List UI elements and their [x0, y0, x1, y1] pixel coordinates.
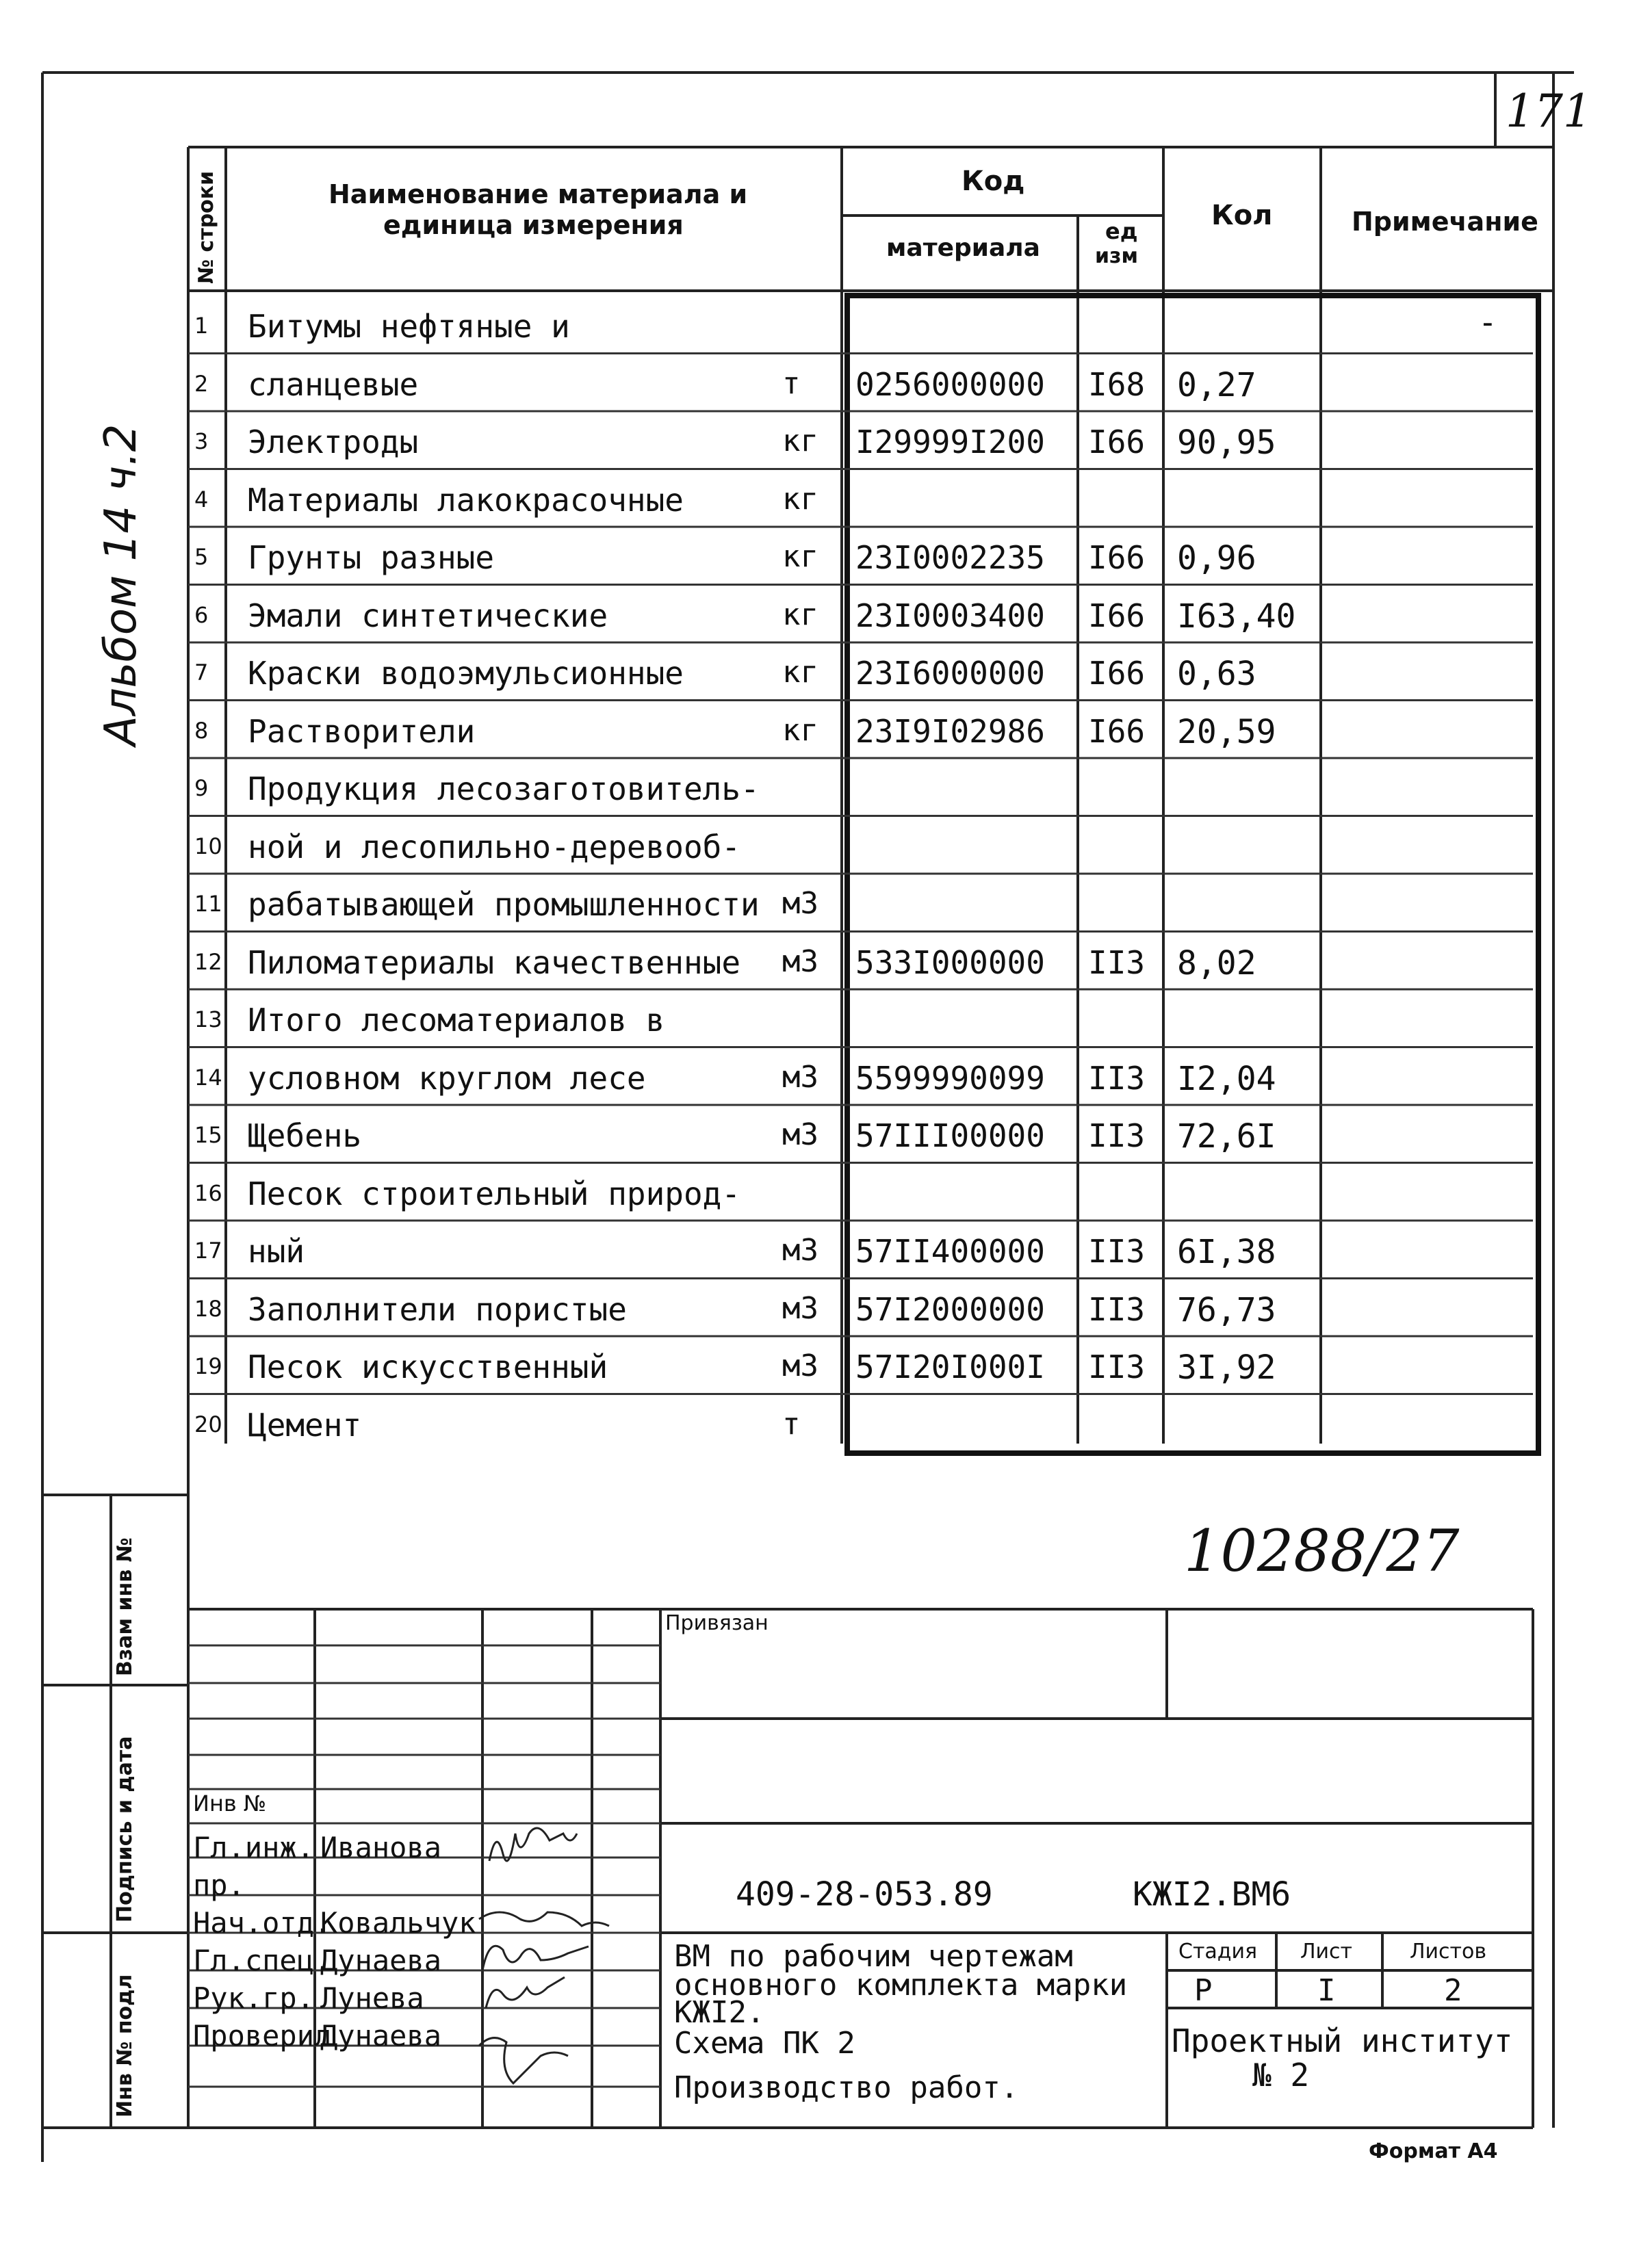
- header-name-line1: Наименование материала и: [328, 179, 748, 209]
- sheet-label: Лист: [1300, 1940, 1353, 1964]
- row-number: 19: [194, 1353, 222, 1379]
- header-row-no: № строки: [194, 170, 218, 284]
- album-note: Альбом 14 ч.2: [96, 423, 146, 746]
- material-name: рабатывающей промышленности: [248, 886, 760, 923]
- signer-role: пр.: [193, 1868, 245, 1902]
- material-name: ной и лесопильно-деревооб-: [248, 828, 741, 865]
- unit-code: I66: [1088, 597, 1146, 634]
- unit-code: I66: [1088, 539, 1146, 576]
- material-code: 23I0003400: [855, 597, 1045, 634]
- material-name: условном круглом лесе: [248, 1059, 646, 1097]
- material-name: сланцевые: [248, 365, 419, 403]
- unit: кг: [782, 712, 818, 748]
- row-number: 3: [194, 428, 209, 454]
- stage-label: Стадия: [1178, 1940, 1258, 1964]
- quantity: 72,6I: [1177, 1117, 1276, 1156]
- row-number: 17: [194, 1238, 222, 1264]
- row-number: 6: [194, 601, 209, 628]
- unit: т: [782, 1406, 801, 1442]
- header-unit-code-2: изм: [1095, 244, 1138, 268]
- quantity: 76,73: [1177, 1290, 1276, 1329]
- unit: м3: [782, 1290, 818, 1326]
- material-name: Итого лесоматериалов в: [248, 1002, 665, 1039]
- material-code: 57I20I000I: [855, 1348, 1045, 1385]
- unit-code: I66: [1088, 423, 1146, 460]
- quantity: I63,40: [1177, 597, 1296, 636]
- material-name: Песок искусственный: [248, 1348, 608, 1385]
- unit: м3: [782, 1233, 818, 1268]
- unit-code: I68: [1088, 365, 1146, 403]
- row-number: 10: [194, 833, 222, 859]
- row-number: 5: [194, 544, 209, 570]
- row-number: 2: [194, 370, 209, 397]
- signer-name: Дунаева: [320, 1944, 442, 1977]
- quantity: 0,63: [1177, 655, 1256, 693]
- signer-name: Ковальчук: [320, 1906, 476, 1940]
- header-qty: Кол: [1211, 200, 1273, 231]
- unit: м3: [782, 943, 818, 979]
- signer-role: Нач.отд.: [193, 1906, 332, 1940]
- signer-name: Иванова: [320, 1831, 442, 1864]
- page-number: 171: [1506, 85, 1592, 138]
- quantity: 90,95: [1177, 423, 1276, 462]
- unit: т: [782, 365, 801, 401]
- material-code: 23I0002235: [855, 539, 1045, 576]
- signer-role: Рук.гр.: [193, 1981, 315, 2015]
- material-code: I29999I200: [855, 423, 1045, 460]
- unit: кг: [782, 481, 818, 517]
- header-note: Примечание: [1352, 207, 1538, 237]
- material-name: Растворители: [248, 712, 476, 750]
- material-name: Цемент: [248, 1406, 362, 1444]
- material-code: 57III00000: [855, 1117, 1045, 1154]
- row-number: 20: [194, 1411, 222, 1437]
- org-line-1: Проектный институт: [1172, 2022, 1513, 2059]
- row-number: 11: [194, 891, 222, 917]
- signer-name: Дунаева: [320, 2019, 442, 2052]
- signer-role: Проверил: [193, 2019, 332, 2052]
- material-code: 0256000000: [855, 365, 1045, 403]
- row-number: 18: [194, 1295, 222, 1322]
- material-code: 5599990099: [855, 1059, 1045, 1097]
- row-number: 12: [194, 948, 222, 975]
- row-number: 4: [194, 486, 209, 512]
- quantity: 8,02: [1177, 943, 1256, 982]
- quantity: 3I,92: [1177, 1348, 1276, 1387]
- row-number: 15: [194, 1122, 222, 1148]
- row-number: 8: [194, 717, 209, 744]
- material-name: Материалы лакокрасочные: [248, 481, 684, 519]
- row-number: 7: [194, 660, 209, 686]
- material-name: Грунты разные: [248, 539, 495, 576]
- material-name: Заполнители пористые: [248, 1290, 627, 1328]
- inv-no-label: Инв №: [193, 1790, 267, 1816]
- header-code: Код: [962, 166, 1025, 197]
- unit-code: II3: [1088, 1117, 1146, 1154]
- row-number: 14: [194, 1064, 222, 1091]
- row-number: 13: [194, 1006, 222, 1032]
- material-name: Краски водоэмульсионные: [248, 655, 684, 692]
- unit: м3: [782, 1117, 818, 1152]
- sheets-value: 2: [1444, 1973, 1462, 2008]
- unit: м3: [782, 886, 818, 921]
- material-code: 23I9I02986: [855, 712, 1045, 750]
- quantity: I2,04: [1177, 1059, 1276, 1098]
- quantity: 6I,38: [1177, 1233, 1276, 1271]
- quantity: 20,59: [1177, 712, 1276, 751]
- title-line-4: Схема ПК 2: [674, 2026, 855, 2061]
- doc-number: 409-28-053.89: [736, 1875, 993, 1914]
- unit: кг: [782, 597, 818, 632]
- header-material-code: материала: [886, 234, 1040, 262]
- unit-code: II3: [1088, 943, 1146, 981]
- sheet-value: I: [1317, 1973, 1336, 2008]
- row-number: 9: [194, 775, 209, 801]
- unit-code: II3: [1088, 1290, 1146, 1328]
- material-name: ный: [248, 1233, 305, 1270]
- material-name: Щебень: [248, 1117, 362, 1154]
- doc-code: КЖI2.ВМ6: [1133, 1875, 1291, 1914]
- side-label-vzam: Взам инв №: [113, 1537, 137, 1676]
- unit: м3: [782, 1348, 818, 1383]
- signer-role: Гл.инж.: [193, 1831, 315, 1864]
- row-number: 16: [194, 1179, 222, 1206]
- unit: кг: [782, 539, 818, 574]
- unit-code: I66: [1088, 712, 1146, 750]
- material-code: 57I2000000: [855, 1290, 1045, 1328]
- privyazan-label: Привязан: [665, 1611, 769, 1635]
- row-number: 1: [194, 313, 209, 339]
- unit: кг: [782, 423, 818, 458]
- sheets-label: Листов: [1410, 1940, 1487, 1964]
- material-name: Песок строительный природ-: [248, 1175, 741, 1212]
- quantity: 0,96: [1177, 539, 1256, 577]
- header-name-line2: единица измерения: [383, 210, 684, 240]
- material-name: Битумы нефтяные и: [248, 308, 570, 345]
- unit-code: I66: [1088, 655, 1146, 692]
- title-line-1: ВМ по рабочим чертежам: [674, 1939, 1073, 1974]
- unit-code: II3: [1088, 1059, 1146, 1097]
- format-label: Формат А4: [1369, 2139, 1498, 2163]
- signer-name: Лунева: [320, 1981, 424, 2015]
- unit-code: II3: [1088, 1348, 1146, 1385]
- header-unit-code-1: ед: [1105, 218, 1138, 244]
- unit-code: II3: [1088, 1233, 1146, 1270]
- unit: кг: [782, 655, 818, 690]
- material-code: 533I000000: [855, 943, 1045, 981]
- material-code: 57II400000: [855, 1233, 1045, 1270]
- side-label-inv-podl: Инв № подл: [113, 1974, 137, 2117]
- title-line-2: основного комплекта марки: [674, 1968, 1128, 2003]
- material-name: Эмали синтетические: [248, 597, 608, 634]
- title-line-3: КЖI2.: [674, 1995, 765, 2030]
- title-line-5: Производство работ.: [674, 2070, 1019, 2105]
- org-line-2: № 2: [1252, 2057, 1310, 2094]
- side-label-podpis: Подпись и дата: [113, 1736, 137, 1922]
- signer-role: Гл.спец.: [193, 1944, 332, 1977]
- material-name: Электроды: [248, 423, 419, 460]
- register-number: 10288/27: [1184, 1517, 1460, 1585]
- note: -: [1478, 304, 1497, 341]
- material-name: Продукция лесозаготовитель-: [248, 770, 760, 807]
- stage-value: Р: [1194, 1973, 1213, 2008]
- unit: м3: [782, 1059, 818, 1095]
- material-name: Пиломатериалы качественные: [248, 943, 741, 981]
- quantity: 0,27: [1177, 365, 1256, 404]
- material-code: 23I6000000: [855, 655, 1045, 692]
